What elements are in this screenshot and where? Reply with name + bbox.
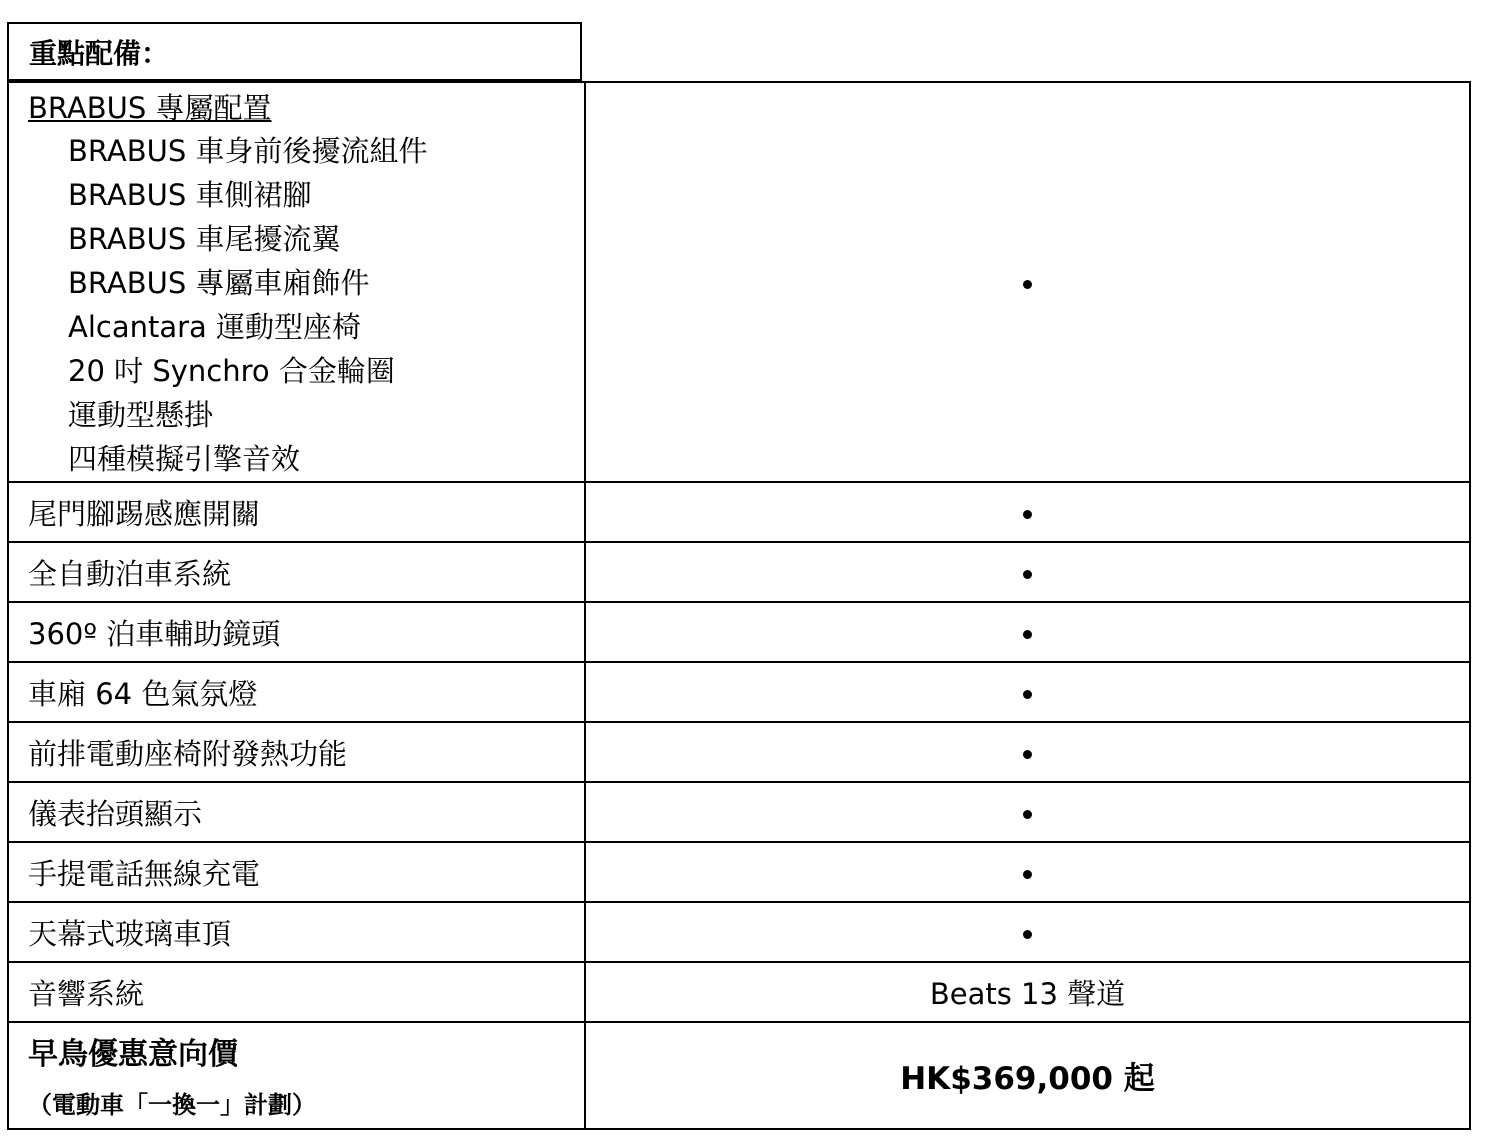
table-row [8,662,1470,722]
table-row [8,782,1470,842]
feature-value [585,542,1470,602]
feature-label: 手提電話無線充電 [8,842,585,902]
brabus-feature-cell [8,82,585,482]
price-value: HK$369,000 起 [900,1061,1155,1097]
feature-value [585,602,1470,662]
feature-value: Beats 13 聲道 [585,962,1470,1022]
feature-label: 360º 泊車輔助鏡頭 [8,602,585,662]
table-row [8,842,1470,902]
feature-value [585,842,1470,902]
feature-value [585,902,1470,962]
feature-label: 天幕式玻璃車頂 [8,902,585,962]
table-row [8,962,1470,1022]
feature-label: 全自動泊車系統 [8,542,585,602]
feature-label: 車廂 64 色氣氛燈 [8,662,585,722]
bullet-icon [1023,280,1032,289]
bullet-icon [1023,750,1032,759]
feature-label: 音響系統 [8,962,585,1022]
feature-value [585,782,1470,842]
feature-value [585,722,1470,782]
bullet-icon [1023,930,1032,939]
brabus-item: 20 吋 Synchro 合金輪圈 [68,354,395,388]
table-row [8,722,1470,782]
brabus-item: BRABUS 車側裙腳 [68,178,312,212]
table-row [8,542,1470,602]
price-value-cell [585,1022,1470,1129]
bullet-icon [1023,570,1032,579]
bullet-icon [1023,510,1032,519]
feature-value [585,662,1470,722]
feature-value [585,482,1470,542]
table-row-brabus [8,82,1470,482]
brabus-item: Alcantara 運動型座椅 [68,310,362,344]
section-title: 重點配備： [29,36,170,70]
brabus-item: BRABUS 車身前後擾流組件 [68,134,428,168]
table-row-price [8,1022,1470,1129]
price-title: 早鳥優惠意向價 [28,1036,238,1072]
bullet-icon [1023,810,1032,819]
brabus-item: 運動型懸掛 [68,398,214,432]
bullet-icon [1023,630,1032,639]
table-row [8,602,1470,662]
bullet-icon [1023,870,1032,879]
bullet-icon [1023,690,1032,699]
section-header [7,22,582,81]
feature-label: 尾門腳踢感應開關 [8,482,585,542]
table-row [8,482,1470,542]
spec-table [7,81,1471,1130]
table-row [8,902,1470,962]
brabus-title: BRABUS 專屬配置 [28,91,272,125]
brabus-item: 四種模擬引擎音效 [68,442,301,476]
feature-label: 儀表抬頭顯示 [8,782,585,842]
feature-label: 前排電動座椅附發熱功能 [8,722,585,782]
brabus-item: BRABUS 車尾擾流翼 [68,222,341,256]
price-label-cell [8,1022,585,1129]
brabus-item: BRABUS 專屬車廂飾件 [68,266,370,300]
brabus-value-cell [585,82,1470,482]
price-subtitle: （電動車「一換一」計劃） [28,1090,316,1119]
